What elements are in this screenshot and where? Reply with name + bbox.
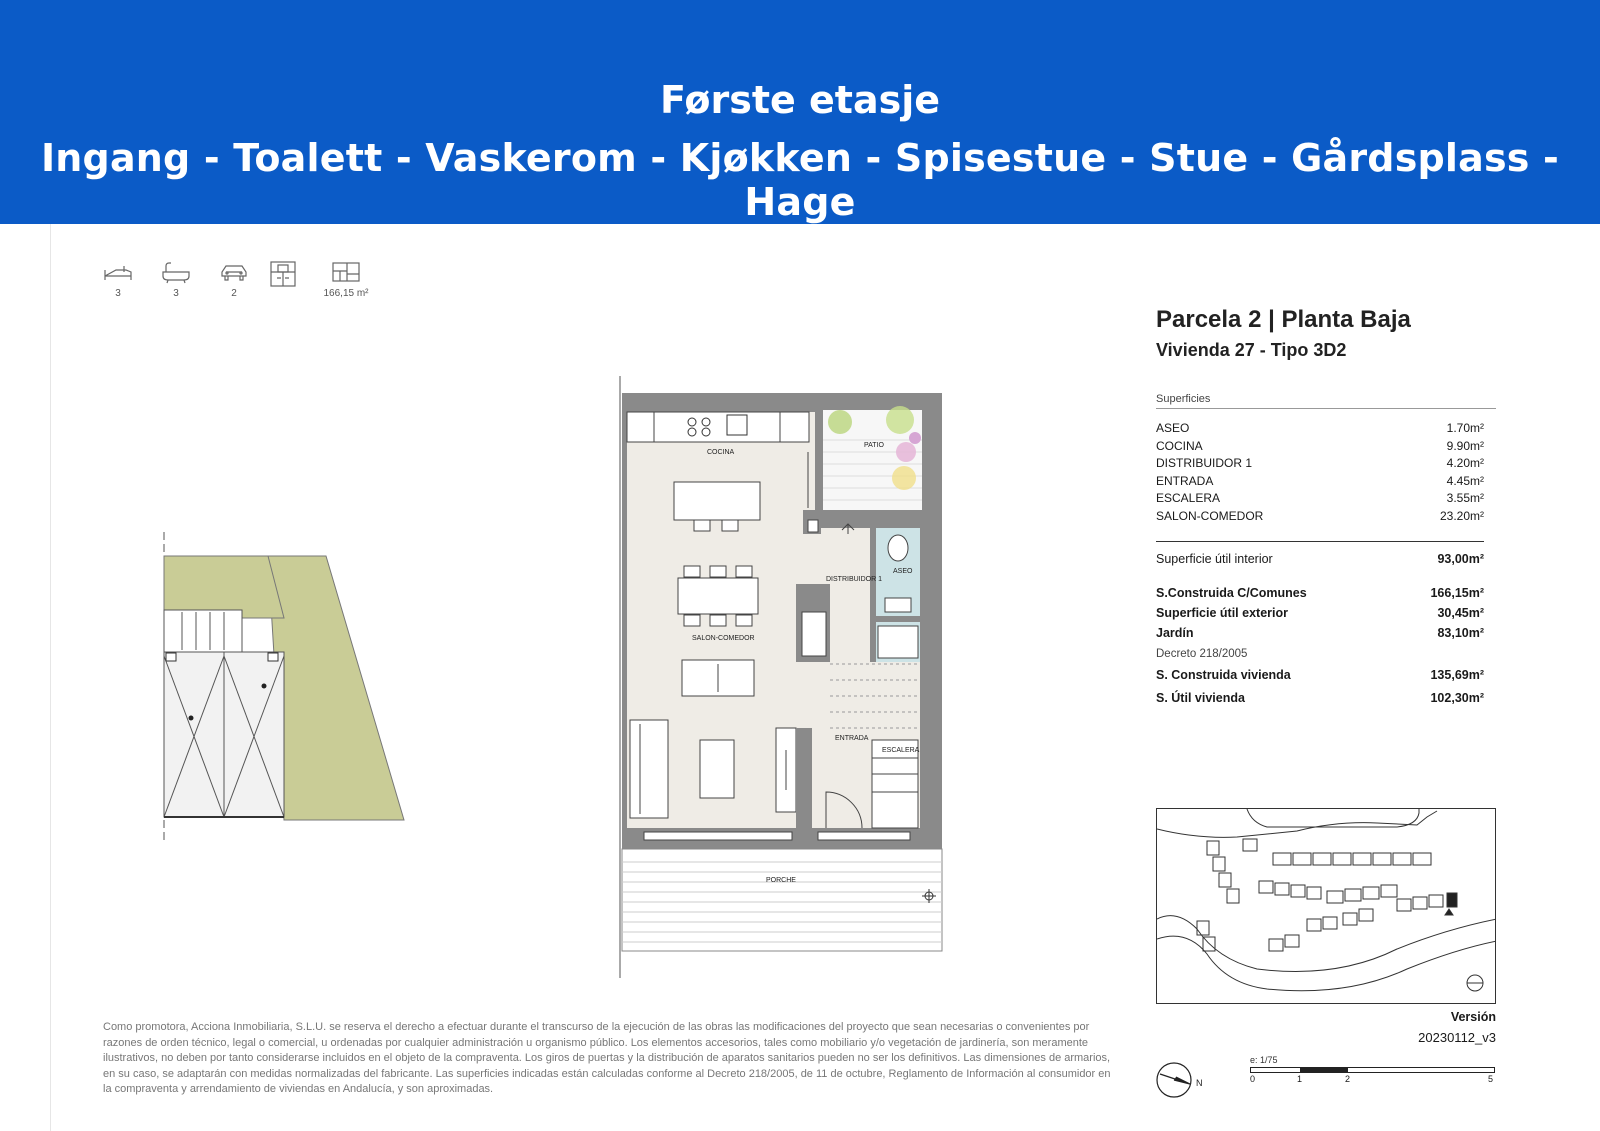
total-value: 83,10m² — [1437, 626, 1484, 640]
label-porche: PORCHE — [766, 877, 796, 884]
version-label: Versión — [1450, 1010, 1496, 1024]
room-name: ENTRADA — [1156, 473, 1214, 488]
label-patio: PATIO — [864, 442, 884, 449]
room-name: ASEO — [1156, 421, 1190, 435]
label-salon: SALON-COMEDOR — [692, 635, 755, 642]
label-distribuidor: DISTRIBUIDOR 1 — [826, 576, 883, 583]
total-label: Superficie útil interior — [1156, 552, 1273, 566]
total-value: 30,45m² — [1437, 606, 1484, 620]
table-row — [1156, 508, 1484, 526]
scale-tick: 0 — [1250, 1074, 1256, 1084]
room-name: SALON-COMEDOR — [1156, 508, 1264, 523]
site-plan-map — [1156, 808, 1496, 1004]
plan-subtitle: Vivienda 27 - Tipo 3D2 — [1156, 340, 1347, 360]
entrance-floor — [808, 528, 870, 828]
total-label: S. Útil vivienda — [1156, 691, 1245, 705]
decreto-text: Decreto 218/2005 — [1156, 648, 1248, 660]
room-area: 23.20m² — [1439, 508, 1484, 523]
compass — [1156, 1060, 1212, 1105]
jardin-row — [1156, 626, 1484, 640]
scale-tick: 1 — [1297, 1074, 1303, 1084]
feature-bedrooms-value: 3 — [115, 288, 121, 299]
feature-area-value: 166,15 m² — [323, 288, 369, 299]
label-escalera: ESCALERA — [882, 747, 920, 754]
total-value: 93,00m² — [1437, 552, 1484, 566]
label-entrada: ENTRADA — [835, 735, 869, 742]
scale-tick: 5 — [1488, 1074, 1494, 1084]
version-block — [1300, 1010, 1496, 1045]
construida-comunes-row — [1156, 586, 1484, 600]
version-value: 20230112_v3 — [1418, 1030, 1496, 1045]
compass-label: N — [1196, 1078, 1203, 1088]
decreto-note — [1156, 648, 1484, 660]
table-row — [1156, 438, 1484, 456]
interior-total-row — [1156, 552, 1484, 566]
room-name: ESCALERA — [1156, 491, 1221, 506]
adjacent-parcel-plan — [164, 532, 404, 840]
total-value: 102,30m² — [1430, 691, 1484, 705]
room-area: 4.20m² — [1446, 456, 1484, 471]
total-value: 166,15m² — [1430, 586, 1484, 600]
util-vivienda-row — [1156, 691, 1484, 705]
page-title: Første etasje — [659, 78, 941, 122]
total-value: 135,69m² — [1430, 668, 1484, 682]
room-area: 4.45m² — [1446, 473, 1484, 488]
room-area: 9.90m² — [1446, 438, 1484, 453]
title-block — [1156, 306, 1411, 361]
page-subtitle: Ingang - Toalett - Vaskerom - Kjøkken - Spisestue - Stue - Gårdsplass - Hage — [40, 136, 1560, 224]
surfaces-table — [1156, 420, 1484, 526]
total-label: Jardín — [1156, 626, 1194, 640]
table-row — [1156, 420, 1484, 438]
table-row — [1156, 455, 1484, 473]
label-aseo: ASEO — [893, 568, 913, 575]
feature-parking-value: 2 — [231, 288, 237, 299]
surfaces-divider — [1156, 541, 1484, 542]
feature-bathrooms-value: 3 — [173, 288, 179, 299]
room-name: DISTRIBUIDOR 1 — [1156, 456, 1253, 471]
unit-plan — [620, 376, 942, 978]
total-label: S. Construida vivienda — [1156, 668, 1291, 682]
scale-label: e: 1/75 — [1250, 1055, 1278, 1065]
label-cocina: COCINA — [707, 449, 735, 456]
north-arrow-icon — [1156, 1060, 1212, 1100]
table-row — [1156, 473, 1484, 491]
room-name: COCINA — [1156, 438, 1203, 453]
surfaces-heading: Superficies — [1156, 393, 1496, 409]
plan-title: Parcela 2 | Planta Baja — [1156, 306, 1411, 333]
construida-vivienda-row — [1156, 668, 1484, 682]
util-exterior-row — [1156, 606, 1484, 620]
scale-bar — [1250, 1055, 1495, 1085]
total-label: S.Construida C/Comunes — [1156, 586, 1307, 600]
room-area: 1.70m² — [1446, 421, 1484, 435]
scale-tick: 2 — [1345, 1074, 1351, 1084]
legal-disclaimer: Como promotora, Acciona Inmobiliaria, S.L.U. se reserva el derecho a efectuar durante el transcurso de la ejecución de las obras las modificaciones del proyecto que sean necesarias o convenientes por razones de orden técnico, legal o comercial, u ordenadas por cualquier administración u organismo público. Los elementos accesorios, tales como mobiliario y/o vegetación de jardinería, son meramente ilustrativos, no deben por tanto considerarse incluidos en el objeto de la compraventa. Los giros de puertas y la distribución de aparatos sanitarios pueden no ser los definitivos. Las dimensiones de armarios, en su caso, se adaptarán con medidas normalizadas del fabricante. Las superficies indicadas están calculadas conforme al Decreto 218/2005, de 11 de octubre, Reglamento de Información al consumidor en la compraventa y arrendamiento de viviendas en Andalucía, y son aproximadas. — [103, 1021, 1111, 1096]
table-row — [1156, 490, 1484, 508]
scale-ticks — [1250, 1073, 1495, 1085]
total-label: Superficie útil exterior — [1156, 606, 1288, 620]
room-area: 3.55m² — [1446, 491, 1484, 506]
